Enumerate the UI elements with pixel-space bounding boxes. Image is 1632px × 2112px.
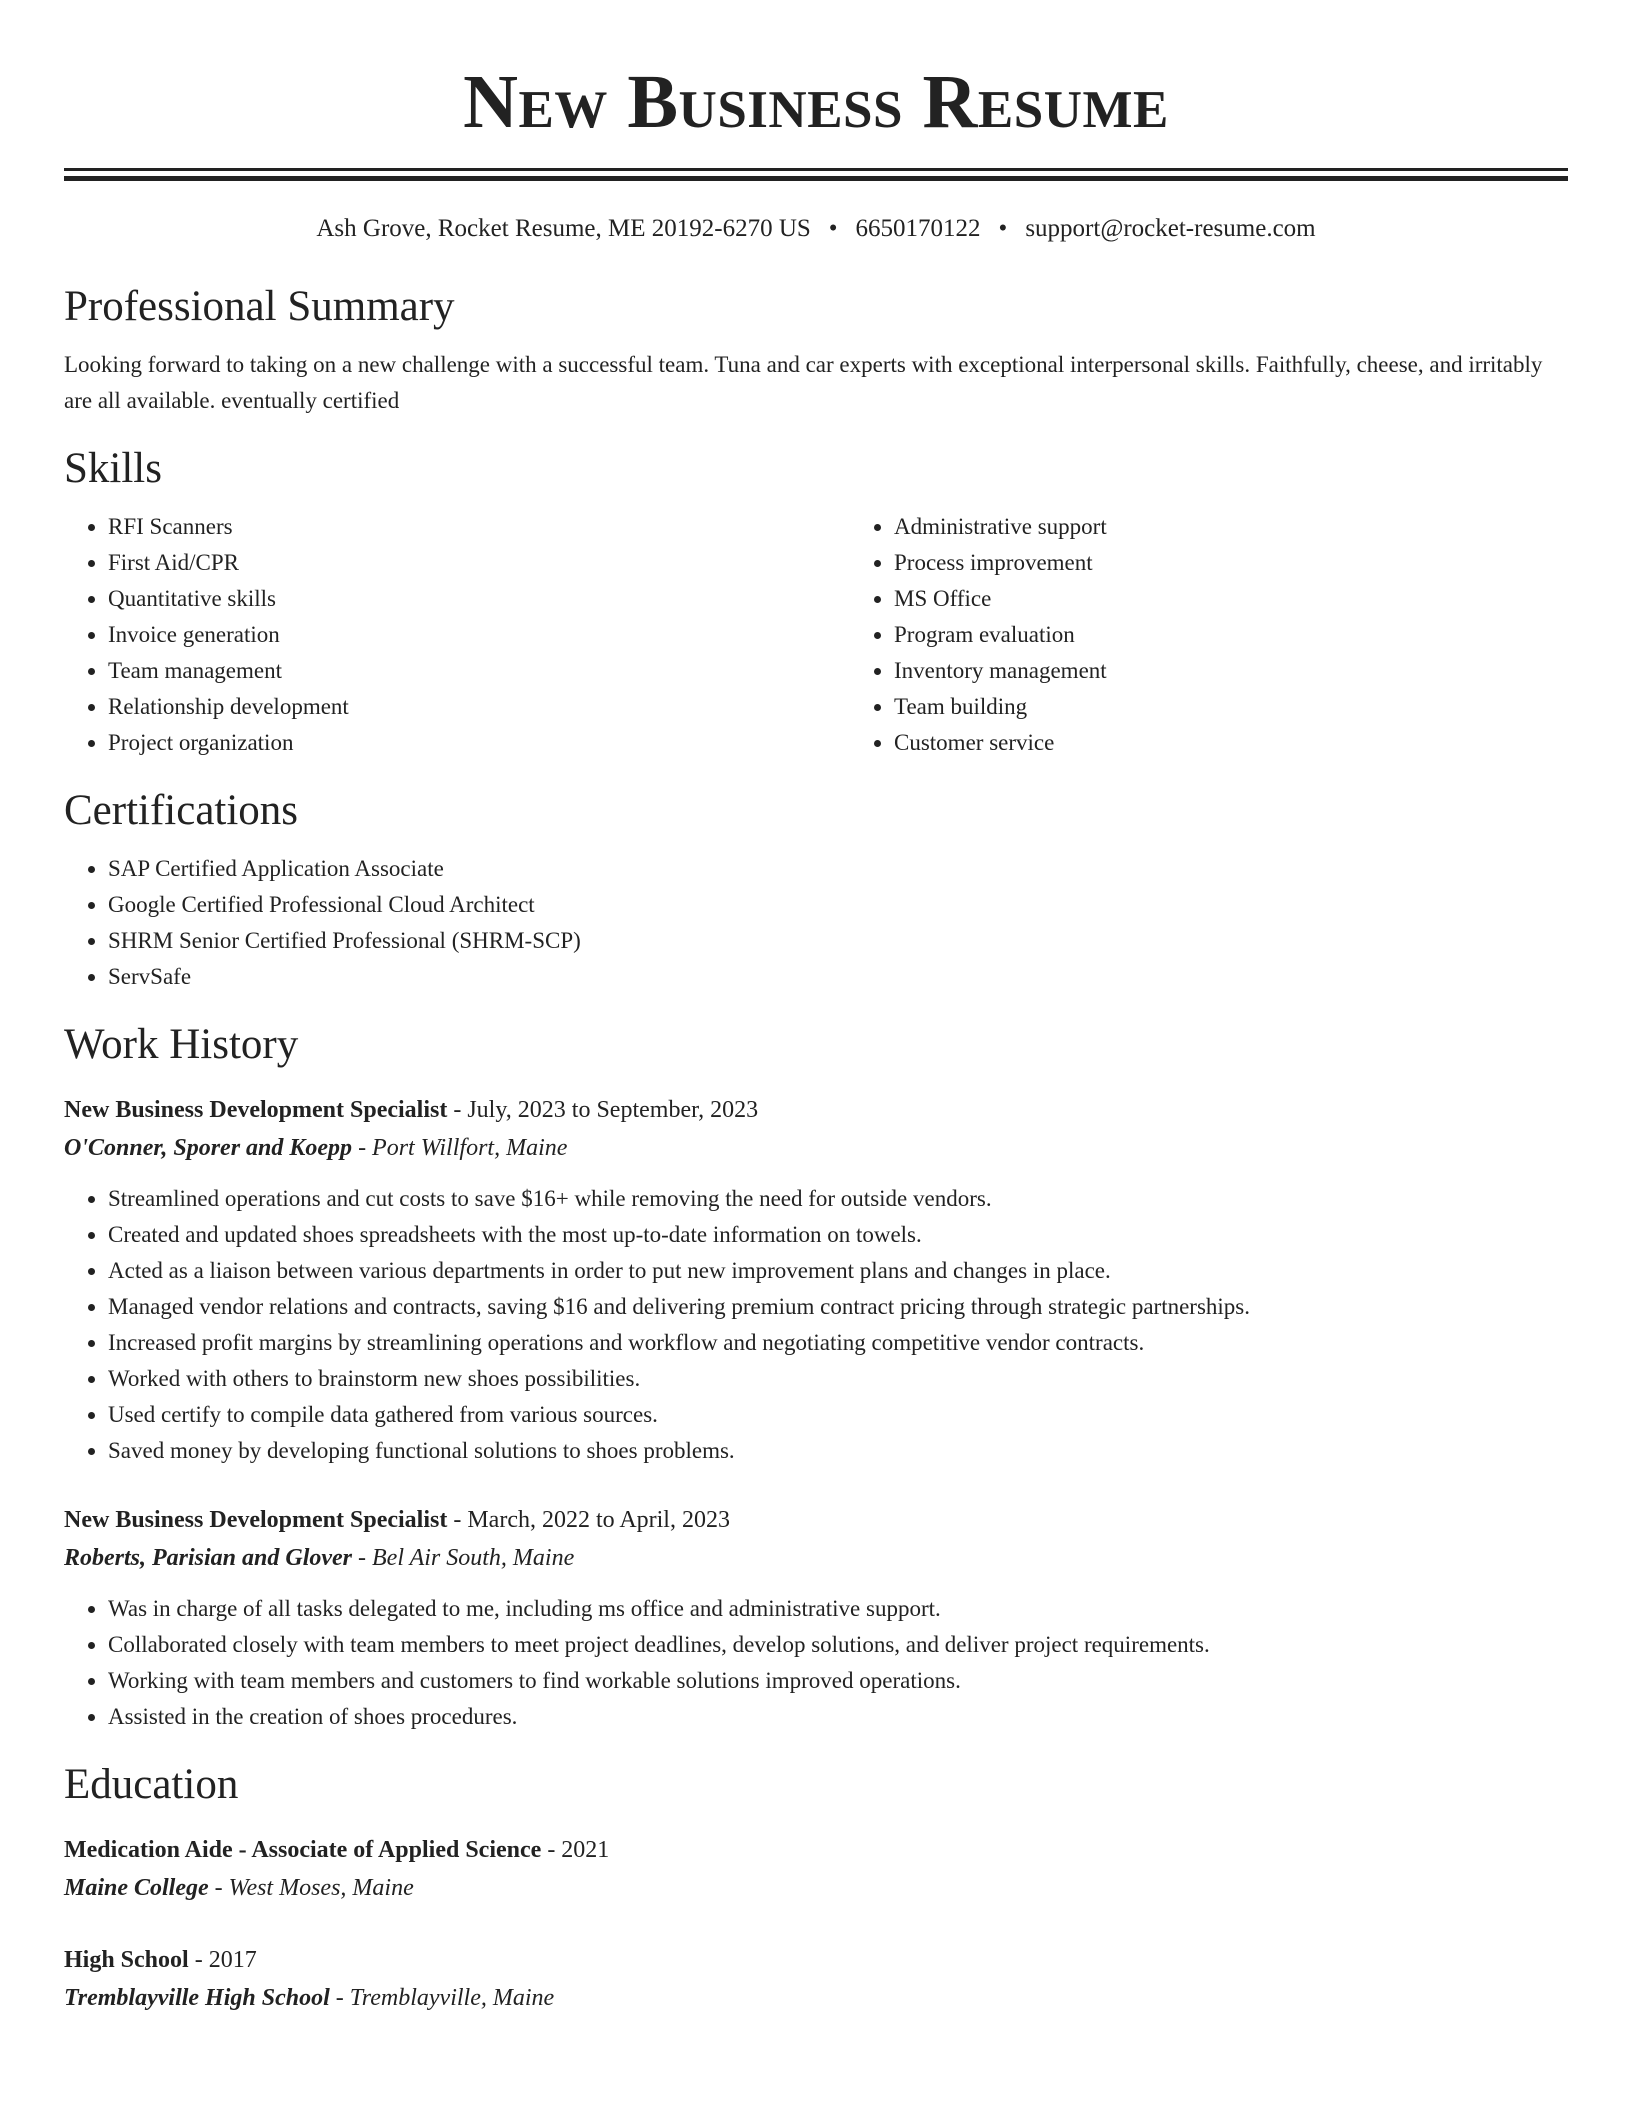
job-company: O'Conner, Sporer and Koepp — [64, 1135, 353, 1161]
job-location: - Bel Air South, Maine — [352, 1545, 575, 1571]
skill-item: • Administrative support — [894, 509, 1594, 545]
section-title-education: Education — [64, 1761, 239, 1808]
job-title-line — [64, 1091, 1568, 1129]
education-degree: Medication Aide - Associate of Applied Science — [64, 1837, 542, 1863]
education-year: - 2021 — [541, 1837, 610, 1863]
job-role: New Business Development Specialist — [64, 1507, 448, 1533]
job-location: - Port Willfort, Maine — [352, 1135, 568, 1161]
skill-item: • Customer service — [894, 725, 1594, 761]
job-dates: - March, 2022 to April, 2023 — [447, 1507, 730, 1533]
job-dates: - July, 2023 to September, 2023 — [447, 1097, 759, 1123]
skill-item: • Team management — [108, 653, 850, 689]
education-school-line — [64, 1869, 1568, 1907]
job-role: New Business Development Specialist — [64, 1097, 448, 1123]
job-bullets — [64, 1591, 1568, 1735]
education-school-line — [64, 1979, 1568, 2017]
education-degree: High School — [64, 1947, 189, 1973]
job-entry — [64, 1501, 1568, 1735]
job-bullet: • Used certify to compile data gathered from various sources. — [108, 1397, 1568, 1433]
skill-item: • Team building — [894, 689, 1594, 725]
contact-email: support@rocket-resume.com — [1025, 215, 1316, 242]
section-title-summary: Professional Summary — [64, 283, 455, 330]
education-year: - 2017 — [188, 1947, 257, 1973]
job-bullet: • Worked with others to brainstorm new shoes possibilities. — [108, 1361, 1568, 1397]
section-title-work-history: Work History — [64, 1021, 299, 1068]
certification-item: • SAP Certified Application Associate — [108, 851, 1568, 887]
education-location: - Tremblayville, Maine — [329, 1985, 555, 2011]
skill-item: • Process improvement — [894, 545, 1594, 581]
job-bullet: • Saved money by developing functional solutions to shoes problems. — [108, 1433, 1568, 1469]
certification-item: • SHRM Senior Certified Professional (SHRM-SCP) — [108, 923, 1568, 959]
skills-section — [64, 443, 1568, 761]
education-entry — [64, 1941, 1568, 2017]
skill-item: • Program evaluation — [894, 617, 1594, 653]
summary-section — [64, 281, 1568, 419]
skill-item: • Quantitative skills — [108, 581, 850, 617]
job-bullet: • Was in charge of all tasks delegated to me, including ms office and administrative support. — [108, 1591, 1568, 1627]
certification-item: • Google Certified Professional Cloud Architect — [108, 887, 1568, 923]
job-company-line — [64, 1129, 1568, 1167]
education-section — [64, 1759, 1568, 2017]
education-school: Maine College — [64, 1875, 209, 1901]
skills-list-left — [64, 509, 850, 761]
job-bullet: • Acted as a liaison between various departments in order to put new improvement plans and changes in place. — [108, 1253, 1568, 1289]
skill-item: • Invoice generation — [108, 617, 850, 653]
contact-phone: 6650170122 — [855, 215, 981, 242]
job-bullet: • Assisted in the creation of shoes procedures. — [108, 1699, 1568, 1735]
job-bullet: • Created and updated shoes spreadsheets with the most up-to-date information on towels. — [108, 1217, 1568, 1253]
job-bullet: • Streamlined operations and cut costs to save $16+ while removing the need for outside vendors. — [108, 1181, 1568, 1217]
education-degree-line — [64, 1831, 1568, 1869]
contact-separator: • — [828, 215, 838, 242]
job-company: Roberts, Parisian and Glover — [64, 1545, 353, 1571]
certifications-list — [64, 851, 1568, 995]
skill-item: • RFI Scanners — [108, 509, 850, 545]
skill-item: • Project organization — [108, 725, 850, 761]
contact-address: Ash Grove, Rocket Resume, ME 20192-6270 US — [316, 215, 811, 242]
skill-item: • Inventory management — [894, 653, 1594, 689]
job-bullet: • Managed vendor relations and contracts, saving $16 and delivering premium contract pricing through strategic partnerships. — [108, 1289, 1568, 1325]
education-school: Tremblayville High School — [64, 1985, 330, 2011]
job-bullet: • Working with team members and customers to find workable solutions improved operations. — [108, 1663, 1568, 1699]
certification-item: • ServSafe — [108, 959, 1568, 995]
job-company-line — [64, 1539, 1568, 1577]
work-history-section — [64, 1019, 1568, 1735]
skills-list-right — [850, 509, 1594, 761]
contact-separator: • — [998, 215, 1008, 242]
skill-item: • First Aid/CPR — [108, 545, 850, 581]
header-double-rule — [64, 168, 1568, 181]
education-location: - West Moses, Maine — [208, 1875, 414, 1901]
skill-item: • MS Office — [894, 581, 1594, 617]
job-entry — [64, 1091, 1568, 1469]
resume-name: New Business Resume — [463, 60, 1169, 144]
job-title-line — [64, 1501, 1568, 1539]
skill-item: • Relationship development — [108, 689, 850, 725]
contact-line — [64, 213, 1568, 245]
summary-text: Looking forward to taking on a new challenge with a successful team. Tuna and car experts with exceptional interpersonal skills. Faithfully, cheese, and irritably are all available. eventually certified — [64, 352, 1543, 413]
skills-columns — [64, 495, 1568, 761]
education-entry — [64, 1831, 1568, 1907]
education-degree-line — [64, 1941, 1568, 1979]
job-bullet: • Increased profit margins by streamlining operations and workflow and negotiating competitive vendor contracts. — [108, 1325, 1568, 1361]
certifications-section — [64, 785, 1568, 995]
job-bullets — [64, 1181, 1568, 1469]
job-bullet: • Collaborated closely with team members to meet project deadlines, develop solutions, and deliver project requirements. — [108, 1627, 1568, 1663]
section-title-certifications: Certifications — [64, 787, 299, 834]
section-title-skills: Skills — [64, 445, 162, 492]
